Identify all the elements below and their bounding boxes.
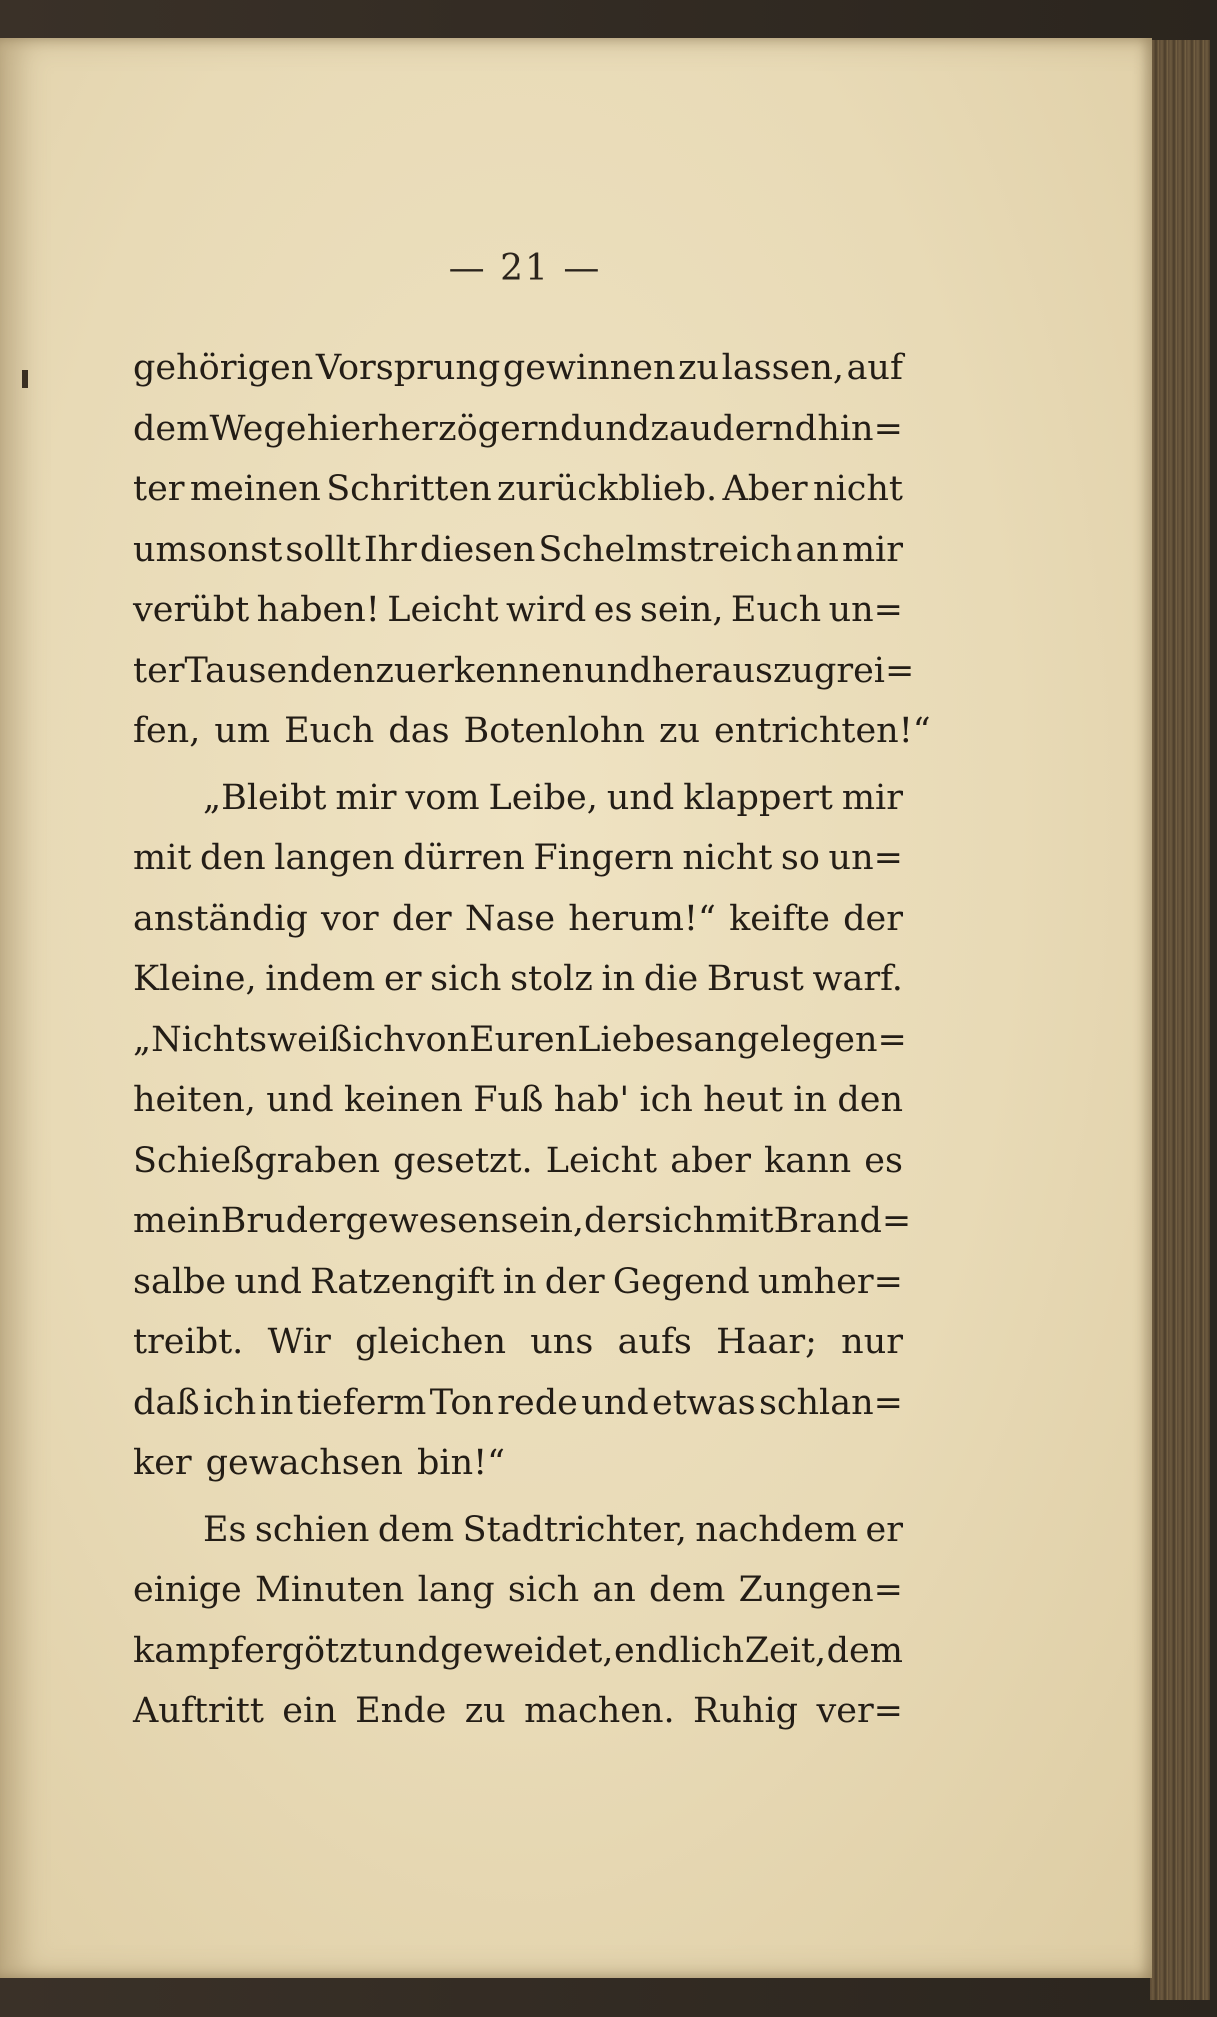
word: sein, — [639, 590, 724, 630]
word: von — [405, 1019, 470, 1060]
word: es — [593, 590, 633, 630]
word: Leicht — [545, 1140, 658, 1181]
word: Wir — [267, 1322, 331, 1362]
word: Ruhig — [693, 1691, 799, 1731]
word: „Bleibt — [203, 777, 327, 818]
word: Tausenden — [184, 650, 376, 691]
book-page — [0, 38, 1152, 1978]
word: Fingern — [533, 838, 674, 878]
word: gewachsen — [205, 1443, 403, 1483]
word: der — [544, 1261, 605, 1302]
word: Ratzengift — [310, 1261, 495, 1302]
word: mein — [133, 1201, 221, 1241]
word: dürren — [403, 838, 525, 878]
word: das — [388, 711, 450, 751]
word: Nase — [464, 898, 556, 939]
text-line — [133, 949, 903, 1010]
word: ter — [133, 469, 185, 509]
word: so — [780, 838, 820, 878]
word: Ende — [355, 1691, 447, 1731]
word: an — [795, 529, 839, 570]
text-line — [133, 1500, 903, 1561]
word: aufs — [617, 1322, 692, 1362]
word: der — [584, 1201, 644, 1241]
word: in — [601, 959, 636, 999]
word: Ihr — [363, 529, 417, 570]
text-line — [133, 1312, 903, 1373]
word: heiten, — [133, 1080, 256, 1120]
text-line — [133, 701, 931, 762]
word: mir — [335, 777, 397, 818]
word: weiß — [267, 1019, 353, 1060]
word: Schritten — [326, 469, 492, 509]
word: umher= — [757, 1261, 903, 1302]
word: und — [584, 650, 652, 691]
body-text — [133, 338, 931, 1742]
word: Botenlohn — [463, 711, 646, 751]
word: Gegend — [612, 1261, 750, 1302]
word: Zungen= — [738, 1570, 903, 1610]
word: auf — [846, 348, 903, 388]
word: zaudernd — [650, 408, 818, 449]
word: gleichen — [355, 1322, 507, 1362]
word: dem — [377, 1509, 455, 1550]
word: diesen — [419, 529, 536, 570]
word: mit — [715, 1201, 774, 1241]
text-line — [133, 1010, 907, 1071]
word: zu — [678, 348, 720, 388]
word: etwas — [652, 1382, 756, 1423]
word: meinen — [189, 469, 321, 509]
word: herum!“ — [568, 898, 716, 939]
word: „Nichts — [133, 1019, 268, 1060]
text-line — [133, 1560, 903, 1621]
word: Auftritt — [133, 1691, 264, 1731]
text-line — [133, 338, 903, 399]
word: warf. — [812, 959, 903, 999]
word: machen. — [524, 1691, 675, 1731]
word: nicht — [813, 469, 903, 509]
word: uns — [530, 1322, 594, 1362]
word: die — [643, 959, 699, 999]
word: entrichten!“ — [714, 711, 931, 751]
word: in — [259, 1382, 294, 1423]
word: treibt. — [133, 1322, 244, 1362]
word: zu — [375, 650, 417, 691]
text-line — [133, 1131, 903, 1192]
word: ich — [352, 1019, 406, 1060]
word: keifte — [729, 898, 830, 939]
word: indem — [265, 959, 376, 999]
word: dem — [133, 408, 210, 449]
word: Liebesangelegen= — [577, 1019, 907, 1060]
word: Leibe, — [488, 777, 598, 818]
word: un= — [828, 590, 903, 630]
word: er — [865, 1509, 903, 1550]
word: stolz — [510, 959, 593, 999]
word: kann — [764, 1140, 852, 1181]
word: Minuten — [254, 1570, 405, 1610]
word: sich — [430, 959, 502, 999]
word: rede — [497, 1382, 578, 1423]
word: zu — [659, 711, 700, 751]
text-line — [133, 580, 903, 641]
word: gehörigen — [133, 348, 314, 388]
text-line — [133, 399, 903, 460]
word: dem — [826, 1630, 903, 1671]
word: bin!“ — [416, 1443, 506, 1483]
word: aber — [670, 1140, 751, 1181]
word: Fuß — [473, 1080, 544, 1120]
word: verübt — [133, 590, 250, 630]
word: herauszugrei= — [651, 650, 915, 691]
word: um — [214, 711, 271, 751]
word: in — [793, 1080, 828, 1120]
page-number-header: — 21 — — [448, 248, 602, 289]
word: ich — [639, 1080, 693, 1120]
word: und — [581, 1382, 649, 1423]
word: Vorsprung — [315, 348, 501, 388]
text-line — [133, 520, 903, 581]
word: tieferm — [296, 1382, 427, 1423]
word: Euch — [284, 711, 375, 751]
word: und — [582, 408, 651, 449]
word: Kleine, — [133, 959, 257, 999]
text-line — [133, 1252, 903, 1313]
text-line — [133, 459, 903, 520]
word: an — [592, 1570, 636, 1610]
word: den — [200, 838, 266, 878]
word: mir — [841, 529, 903, 570]
text-line — [133, 1191, 912, 1252]
word: mit — [133, 838, 192, 878]
word: gewinnen — [502, 348, 676, 388]
margin-mark — [22, 370, 28, 388]
word: Aber — [722, 469, 808, 509]
word: und — [234, 1261, 302, 1302]
word: vor — [321, 898, 379, 939]
word: es — [864, 1140, 903, 1181]
word: sein, — [500, 1201, 585, 1241]
word: Euch — [730, 590, 822, 630]
word: ver= — [816, 1691, 903, 1731]
text-line — [133, 641, 915, 702]
word: Haar; — [716, 1322, 817, 1362]
word: und — [606, 777, 675, 818]
word: Schelmstreich — [538, 529, 793, 570]
word: schlan= — [758, 1382, 903, 1423]
word: keinen — [344, 1080, 463, 1120]
text-line — [133, 1433, 903, 1494]
text-line — [133, 1621, 903, 1682]
word: schien — [254, 1509, 370, 1550]
word: Wege — [209, 408, 307, 449]
word: Zeit, — [744, 1630, 827, 1671]
word: gewesen — [345, 1201, 501, 1241]
word: lassen, — [721, 348, 844, 388]
word: nur — [841, 1322, 903, 1362]
word: ich — [203, 1382, 257, 1423]
word: klappert — [683, 777, 833, 818]
word: Schießgraben — [133, 1140, 381, 1181]
word: haben! — [256, 590, 380, 630]
word: kampf — [133, 1630, 244, 1671]
word: hab' — [553, 1080, 630, 1120]
word: ergötzt — [244, 1630, 372, 1671]
word: anständig — [133, 898, 308, 939]
word: langen — [274, 838, 395, 878]
word: mir — [841, 777, 903, 818]
word: Stadtrichter, — [462, 1509, 687, 1550]
word: salbe — [133, 1261, 227, 1302]
word: zurückblieb. — [497, 469, 718, 509]
word: geweidet, — [440, 1630, 614, 1671]
text-line — [133, 828, 903, 889]
word: endlich — [613, 1630, 745, 1671]
page-edges — [1150, 40, 1210, 2000]
word: er — [384, 959, 422, 999]
word: der — [843, 898, 903, 939]
word: und — [266, 1080, 334, 1120]
word: erkennen — [416, 650, 585, 691]
word: hierher — [306, 408, 438, 449]
word: den — [837, 1080, 903, 1120]
word: sollt — [285, 529, 361, 570]
text-line — [133, 768, 903, 829]
word: nicht — [682, 838, 773, 878]
word: Ton — [429, 1382, 494, 1423]
word: Brust — [706, 959, 804, 999]
word: zu — [464, 1691, 506, 1731]
text-line — [133, 1681, 903, 1742]
word: Bruder — [220, 1201, 346, 1241]
word: vom — [405, 777, 480, 818]
word: daß — [133, 1382, 200, 1423]
word: umsonst — [133, 529, 283, 570]
word: lang — [417, 1570, 495, 1610]
word: hin= — [817, 408, 903, 449]
word: ter — [133, 650, 185, 691]
word: sich — [507, 1570, 580, 1610]
word: Euren — [469, 1019, 578, 1060]
word: ein — [282, 1691, 337, 1731]
word: und — [372, 1630, 440, 1671]
word: ker — [133, 1443, 192, 1483]
word: in — [502, 1261, 537, 1302]
word: wird — [506, 590, 587, 630]
text-line — [133, 1070, 903, 1131]
word: dem — [649, 1570, 726, 1610]
word: un= — [828, 838, 903, 878]
word: fen, — [133, 711, 201, 751]
word: nachdem — [695, 1509, 858, 1550]
word: der — [391, 898, 452, 939]
word: Leicht — [387, 590, 499, 630]
word: zögernd — [438, 408, 583, 449]
word: Brand= — [773, 1201, 912, 1241]
word: sich — [643, 1201, 716, 1241]
word: heut — [703, 1080, 783, 1120]
word: einige — [133, 1570, 242, 1610]
text-line — [133, 1373, 903, 1434]
word: Es — [203, 1509, 247, 1550]
word: gesetzt. — [393, 1140, 533, 1181]
text-line — [133, 889, 903, 950]
